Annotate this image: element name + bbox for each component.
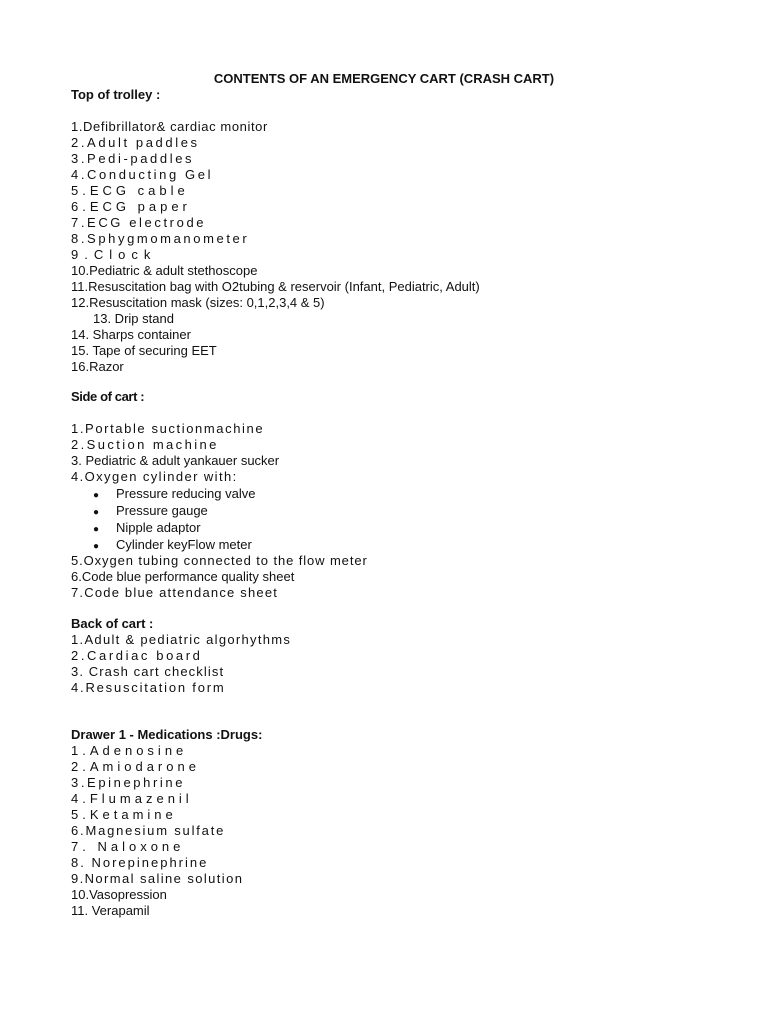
list-item: 16.Razor: [71, 359, 124, 374]
list-item: 1.Defibrillator& cardiac monitor: [71, 119, 268, 134]
list-item: 13. Drip stand: [93, 311, 174, 326]
list-item: 4.Oxygen cylinder with:: [71, 469, 238, 484]
list-item: 3.Epinephrine: [71, 775, 186, 790]
list-item: 1.Adenosine: [71, 743, 188, 758]
list-item: 1.Adult & pediatric algorhythms: [71, 632, 292, 647]
list-item: 3. Pediatric & adult yankauer sucker: [71, 453, 280, 468]
list-item: 11. Verapamil: [71, 903, 150, 918]
list-item: 12.Resuscitation mask (sizes: 0,1,2,3,4 & 5): [71, 295, 325, 310]
bullet-item: ● Pressure reducing valve: [71, 485, 721, 502]
list-item: 4.Resuscitation form: [71, 680, 226, 695]
list-item: 2.Cardiac board: [71, 648, 203, 663]
bullet-icon: ●: [93, 507, 100, 518]
list-item: 6.Magnesium sulfate: [71, 823, 226, 838]
section-heading: Drawer 1 - Medications :Drugs:: [71, 727, 263, 742]
section-back-of-cart: [71, 616, 721, 696]
list-item: 11.Resuscitation bag with O2tubing & reservoir (Infant, Pediatric, Adult): [71, 279, 480, 294]
bullet-item: ● Pressure gauge: [71, 502, 721, 519]
list-item: 7.ECG electrode: [71, 215, 207, 230]
list-item: 5.Oxygen tubing connected to the flow meter: [71, 553, 368, 568]
document-title: CONTENTS OF AN EMERGENCY CART (CRASH CART): [213, 71, 555, 86]
list-item: 1.Portable suctionmachine: [71, 421, 265, 436]
list-item: 2.Suction machine: [71, 437, 219, 452]
list-item: 5.ECG cable: [71, 183, 189, 198]
section-side-of-cart: [71, 389, 721, 601]
section-top-of-trolley: [71, 87, 721, 375]
list-item: 2.Adult paddles: [71, 135, 200, 150]
list-item: 10.Vasopression: [71, 887, 167, 902]
bullet-icon: ●: [93, 541, 100, 552]
list-item: 6.ECG paper: [71, 199, 191, 214]
list-item: 4.Flumazenil: [71, 791, 193, 806]
list-item: 9.Clock: [71, 247, 157, 262]
list-item: 9.Normal saline solution: [71, 871, 244, 886]
bullet-item: ● Cylinder keyFlow meter: [71, 536, 721, 553]
list-item: 14. Sharps container: [71, 327, 191, 342]
list-item: 6.Code blue performance quality sheet: [71, 569, 295, 584]
list-item: 7. Naloxone: [71, 839, 185, 854]
list-item: 10.Pediatric & adult stethoscope: [71, 263, 258, 278]
list-item: 3. Crash cart checklist: [71, 664, 225, 679]
bullet-item: ● Nipple adaptor: [71, 519, 721, 536]
list-item: 7.Code blue attendance sheet: [71, 585, 279, 600]
section-heading: Back of cart :: [71, 616, 154, 631]
list-item: 8. Norepinephrine: [71, 855, 209, 870]
list-item: 15. Tape of securing EET: [71, 343, 217, 358]
list-item: 8.Sphygmomanometer: [71, 231, 250, 246]
section-heading: Top of trolley :: [71, 87, 161, 102]
section-heading: Side of cart :: [71, 389, 145, 404]
list-item: 4.Conducting Gel: [71, 167, 214, 182]
bullet-icon: ●: [93, 490, 100, 501]
section-drawer-1-medications: [71, 727, 721, 919]
list-item: 5.Ketamine: [71, 807, 177, 822]
list-item: 2.Amiodarone: [71, 759, 200, 774]
list-item: 3.Pedi-paddles: [71, 151, 195, 166]
bullet-icon: ●: [93, 524, 100, 535]
